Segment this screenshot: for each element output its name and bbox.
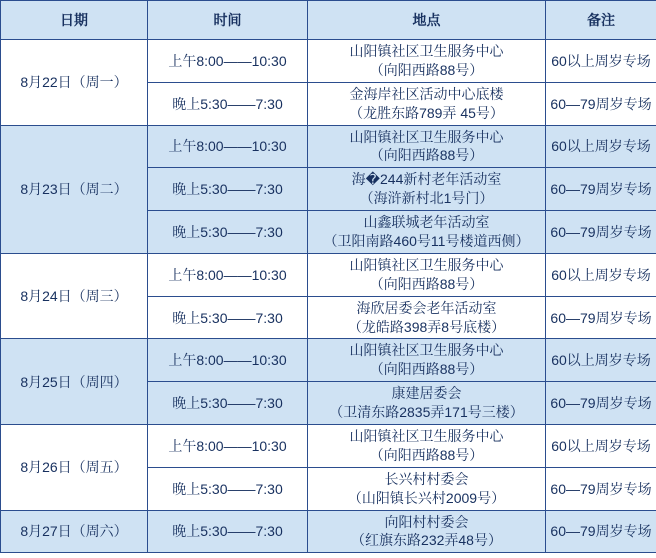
cell-note: 60以上周岁专场 [546,125,656,168]
column-header-date: 日期 [1,1,148,40]
cell-date: 8月23日（周二） [1,125,148,253]
cell-place [308,253,546,296]
cell-time: 晚上5:30——7:30 [148,467,308,510]
place-line: （向阳西路88号） [369,147,484,164]
place-line: （龙胜东路789弄 45号） [349,104,504,121]
cell-date: 8月25日（周四） [1,339,148,425]
place-line: 金海岸社区活动中心底楼 [349,85,504,102]
table-row [1,40,656,83]
cell-time: 上午8:00——10:30 [148,253,308,296]
place-line: 山阳镇社区卫生服务中心 [349,43,504,59]
cell-note: 60—79周岁专场 [546,168,656,211]
cell-place [308,125,546,168]
cell-time: 上午8:00——10:30 [148,339,308,382]
place-line: （卫阳南路460号11号楼道西侧） [323,233,530,250]
cell-time: 上午8:00——10:30 [148,40,308,83]
cell-place [308,82,546,125]
cell-note: 60以上周岁专场 [546,253,656,296]
table-row [1,339,656,382]
place-line: 海欣居委会老年活动室 [356,299,497,316]
place-line: （红旗东路232弄48号） [351,532,502,549]
cell-place [308,296,546,339]
cell-place [308,467,546,510]
cell-note: 60—79周岁专场 [546,467,656,510]
place-line: （向阳西路88号） [369,361,484,378]
place-line: 山阳镇社区卫生服务中心 [349,128,504,145]
place-line: 海�244新村老年活动室 [351,171,502,188]
cell-note: 60—79周岁专场 [546,296,656,339]
cell-place [308,40,546,83]
cell-place [308,211,546,254]
column-header-note: 备注 [546,1,656,40]
cell-time: 晚上5:30——7:30 [148,168,308,211]
header-row [1,1,656,40]
cell-place [308,168,546,211]
cell-time: 晚上5:30——7:30 [148,296,308,339]
cell-note: 60—79周岁专场 [546,211,656,254]
cell-note: 60—79周岁专场 [546,510,656,553]
place-line: 山阳镇社区卫生服务中心 [349,428,504,445]
place-line: 山鑫联城老年活动室 [363,214,490,231]
cell-note: 60—79周岁专场 [546,382,656,425]
place-line: 长兴村村委会 [384,470,469,487]
place-line: （向阳西路88号） [369,61,484,78]
cell-date: 8月27日（周六） [1,510,148,553]
place-line: 向阳村村委会 [384,513,469,530]
cell-note: 60以上周岁专场 [546,339,656,382]
cell-time: 晚上5:30——7:30 [148,82,308,125]
table-header [1,1,656,40]
cell-date: 8月24日（周三） [1,253,148,339]
table-row [1,425,656,468]
cell-date: 8月26日（周五） [1,425,148,511]
place-line: （卫清东路2835弄171号三楼） [329,404,524,421]
column-header-time: 时间 [148,1,308,40]
table-body [1,40,656,553]
cell-place [308,339,546,382]
cell-note: 60—79周岁专场 [546,82,656,125]
cell-time: 晚上5:30——7:30 [148,510,308,553]
cell-date: 8月22日（周一） [1,40,148,126]
table-row [1,510,656,553]
place-line: （龙皓路398弄8号底楼） [347,318,506,335]
cell-time: 晚上5:30——7:30 [148,211,308,254]
place-line: （山阳镇长兴村2009号） [347,489,506,506]
cell-note: 60以上周岁专场 [546,40,656,83]
cell-time: 晚上5:30——7:30 [148,382,308,425]
column-header-place: 地点 [308,1,546,40]
cell-place [308,382,546,425]
place-line: 山阳镇社区卫生服务中心 [349,342,504,359]
cell-note: 60以上周岁专场 [546,425,656,468]
place-line: （海浒新村北1号门） [359,190,494,207]
cell-time: 上午8:00——10:30 [148,425,308,468]
cell-place [308,425,546,468]
cell-place [308,510,546,553]
place-line: 山阳镇社区卫生服务中心 [349,256,504,273]
place-line: 康建居委会 [391,385,462,402]
cell-time: 上午8:00——10:30 [148,125,308,168]
place-line: （向阳西路88号） [369,275,484,292]
table-row [1,125,656,168]
place-line: （向阳西路88号） [369,446,484,463]
table-row [1,253,656,296]
